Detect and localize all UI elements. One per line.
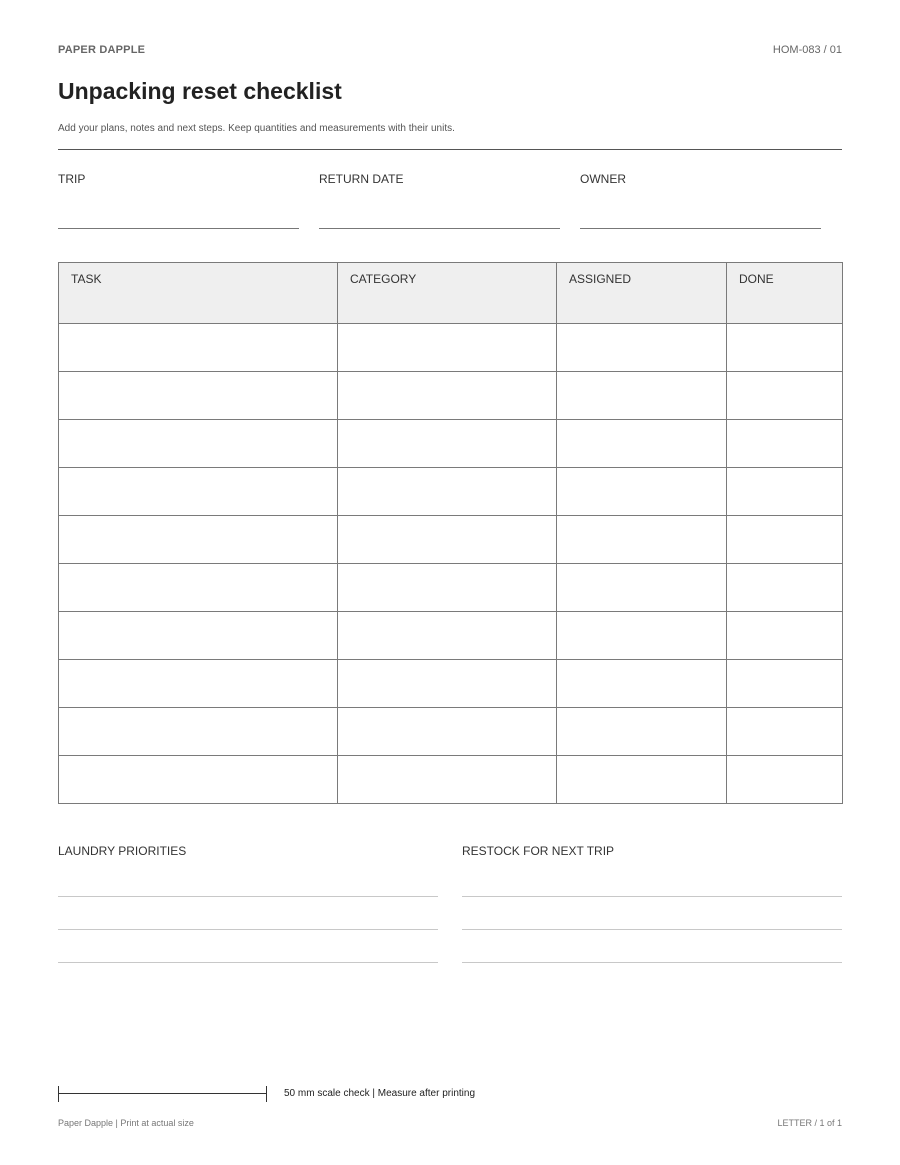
footer-left: Paper Dapple | Print at actual size [58,1118,194,1128]
cell-done[interactable] [727,516,843,564]
cell-task[interactable] [59,468,338,516]
table-row [59,612,843,660]
cell-assigned[interactable] [557,756,727,804]
cell-category[interactable] [338,612,557,660]
cell-assigned[interactable] [557,660,727,708]
cell-assigned[interactable] [557,708,727,756]
cell-category[interactable] [338,660,557,708]
cell-category[interactable] [338,372,557,420]
restock-label: RESTOCK FOR NEXT TRIP [462,844,615,858]
table-row [59,660,843,708]
trip-field[interactable] [58,172,299,186]
cell-category[interactable] [338,468,557,516]
owner-write-line [580,228,821,229]
laundry-line[interactable] [58,962,438,963]
restock-line[interactable] [462,896,842,897]
cell-task[interactable] [59,516,338,564]
cell-task[interactable] [59,564,338,612]
column-header-category: CATEGORY [338,263,557,324]
owner-label: OWNER [580,172,626,186]
trip-write-line [58,228,299,229]
scale-tick-end [266,1086,267,1102]
scale-bar [58,1086,267,1102]
return-date-label: RETURN DATE [319,172,404,186]
cell-done[interactable] [727,756,843,804]
cell-category[interactable] [338,564,557,612]
cell-assigned[interactable] [557,420,727,468]
laundry-priorities-label: LAUNDRY PRIORITIES [58,844,187,858]
cell-task[interactable] [59,708,338,756]
cell-done[interactable] [727,708,843,756]
table-row [59,516,843,564]
cell-category[interactable] [338,756,557,804]
restock-line[interactable] [462,929,842,930]
scale-tick-start [58,1086,59,1102]
cell-task[interactable] [59,420,338,468]
restock-line[interactable] [462,962,842,963]
table-row [59,708,843,756]
cell-done[interactable] [727,324,843,372]
trip-label: TRIP [58,172,86,186]
cell-task[interactable] [59,612,338,660]
cell-done[interactable] [727,372,843,420]
cell-task[interactable] [59,324,338,372]
page-title: Unpacking reset checklist [58,78,342,104]
cell-assigned[interactable] [557,516,727,564]
table-row [59,468,843,516]
return-date-field[interactable] [319,172,560,186]
cell-done[interactable] [727,660,843,708]
table-row [59,372,843,420]
table-row [59,420,843,468]
scale-check-text: 50 mm scale check | Measure after printing [284,1088,476,1099]
column-header-done: DONE [727,263,843,324]
cell-category[interactable] [338,516,557,564]
cell-task[interactable] [59,372,338,420]
owner-field[interactable] [580,172,821,186]
cell-assigned[interactable] [557,324,727,372]
header-divider [58,149,842,150]
cell-task[interactable] [59,756,338,804]
task-table [58,262,843,804]
brand-name: PAPER DAPPLE [58,44,146,56]
document-id: HOM-083 / 01 [772,44,842,56]
cell-done[interactable] [727,564,843,612]
cell-assigned[interactable] [557,612,727,660]
page-subtitle: Add your plans, notes and next steps. Keep quantities and measurements with their units. [58,123,455,134]
laundry-line[interactable] [58,896,438,897]
cell-assigned[interactable] [557,564,727,612]
scale-bar-line [58,1093,267,1094]
table-header-row [59,263,843,324]
cell-done[interactable] [727,612,843,660]
table-body [59,324,843,804]
cell-task[interactable] [59,660,338,708]
table-row [59,324,843,372]
cell-assigned[interactable] [557,372,727,420]
column-header-assigned: ASSIGNED [557,263,727,324]
cell-done[interactable] [727,420,843,468]
cell-category[interactable] [338,324,557,372]
restock-section [462,844,842,858]
laundry-priorities-section [58,844,438,858]
laundry-line[interactable] [58,929,438,930]
cell-category[interactable] [338,420,557,468]
column-header-task: TASK [59,263,338,324]
footer-right: LETTER / 1 of 1 [777,1118,842,1128]
table-row [59,564,843,612]
cell-done[interactable] [727,468,843,516]
cell-category[interactable] [338,708,557,756]
return-date-write-line [319,228,560,229]
cell-assigned[interactable] [557,468,727,516]
table-row [59,756,843,804]
